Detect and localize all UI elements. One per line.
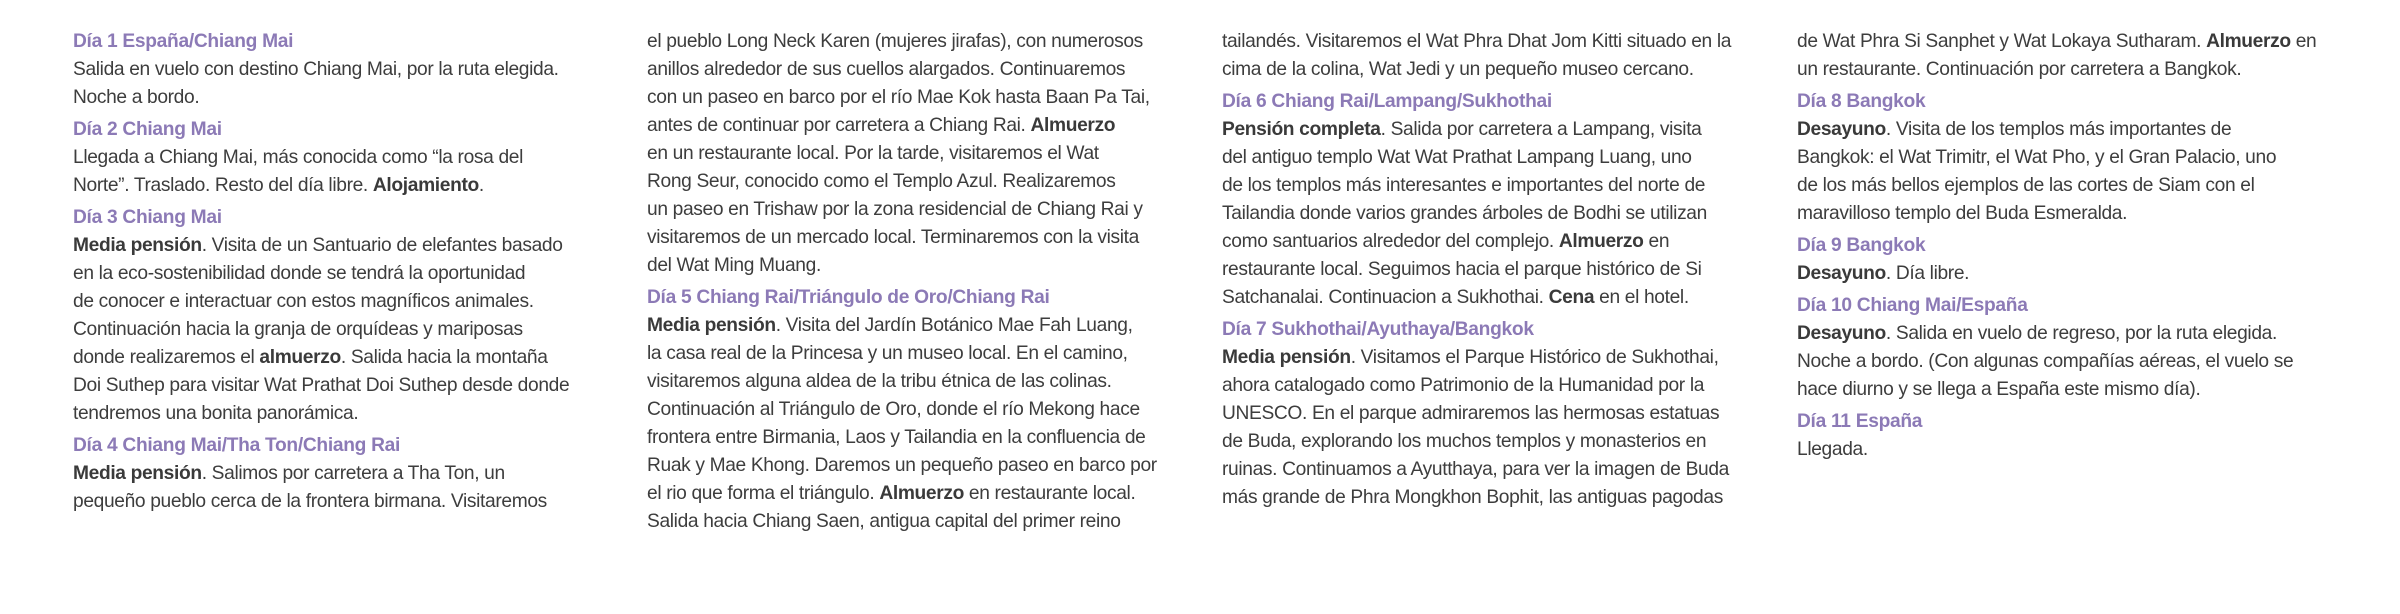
day-7-section [1222, 316, 1784, 512]
day-2-text-end: . [478, 175, 484, 196]
day-6-line [1222, 284, 1784, 312]
day-6-meal-bold: Pensión completa [1222, 119, 1381, 140]
day-5-continued [1222, 28, 1784, 84]
day-3-lunch-bold: almuerzo [259, 347, 341, 368]
day-5-line: Salida hacia Chiang Saen, antigua capital del primer reino [647, 511, 1121, 532]
day-4-text: antes de continuar por carretera a Chiang Rai. [647, 115, 1026, 136]
day-7-line: de Buda, explorando los muchos templos y monasterios en [1222, 431, 1707, 452]
day-6-line [1222, 116, 1784, 144]
day-5-title: Día 5 Chiang Rai/Triángulo de Oro/Chiang Rai [647, 287, 1050, 308]
day-3-text-end: . Salida hacia la montaña [340, 347, 548, 368]
day-8-text: . Visita de los templos más importantes de [1885, 119, 2232, 140]
day-4-section [73, 432, 635, 516]
day-7-line: ahora catalogado como Patrimonio de la Humanidad por la [1222, 375, 1705, 396]
day-6-lunch-bold: Almuerzo [1558, 231, 1644, 252]
day-8-line: de los más bellos ejemplos de las cortes de Siam con el [1797, 175, 2255, 196]
day-3-line: tendremos una bonita panorámica. [73, 403, 359, 424]
day-3-line: de conocer e interactuar con estos magníficos animales. [73, 291, 534, 312]
day-9-meal-bold: Desayuno [1797, 263, 1886, 284]
day-5-line [647, 480, 1209, 508]
day-4-line: pequeño pueblo cerca de la frontera birmana. Visitaremos [73, 491, 547, 512]
day-7-title: Día 7 Sukhothai/Ayuthaya/Bangkok [1222, 319, 1534, 340]
day-7-meal-bold: Media pensión [1222, 347, 1351, 368]
day-7-continued [1797, 28, 2359, 84]
day-3-section [73, 204, 635, 428]
day-11-title: Día 11 España [1797, 411, 1923, 432]
day-5-line: frontera entre Birmania, Laos y Tailandia en la confluencia de [647, 427, 1146, 448]
day-3-title: Día 3 Chiang Mai [73, 207, 222, 228]
day-6-line: restaurante local. Seguimos hacia el parque histórico de Si [1222, 259, 1702, 280]
day-8-title: Día 8 Bangkok [1797, 91, 1926, 112]
day-9-line [1797, 260, 2359, 288]
day-5-line: tailandés. Visitaremos el Wat Phra Dhat Jom Kitti situado en la [1222, 31, 1732, 52]
day-8-line [1797, 116, 2359, 144]
day-6-text-end: en el hotel. [1594, 287, 1689, 308]
day-4-line: con un paseo en barco por el río Mae Kok hasta Baan Pa Tai, [647, 87, 1150, 108]
day-2-title: Día 2 Chiang Mai [73, 119, 222, 140]
day-7-line [1222, 344, 1784, 372]
day-6-text: Satchanalai. Continuacion a Sukhothai. [1222, 287, 1544, 308]
day-3-line: Doi Suthep para visitar Wat Prathat Doi Suthep desde donde [73, 375, 570, 396]
day-1-title: Día 1 España/Chiang Mai [73, 31, 294, 52]
day-4-line: visitaremos de un mercado local. Terminaremos con la visita [647, 227, 1139, 248]
itinerary-column-2 [647, 28, 1209, 540]
day-5-line: visitaremos alguna aldea de la tribu étnica de las colinas. [647, 371, 1112, 392]
day-3-line [73, 232, 635, 260]
day-10-text: . Salida en vuelo de regreso, por la ruta elegida. [1885, 323, 2277, 344]
itinerary-column-3 [1222, 28, 1784, 516]
day-3-line: en la eco-sostenibilidad donde se tendrá la oportunidad [73, 263, 526, 284]
day-4-meal-bold: Media pensión [73, 463, 202, 484]
day-2-text: Norte”. Traslado. Resto del día libre. [73, 175, 368, 196]
day-10-meal-bold: Desayuno [1797, 323, 1886, 344]
day-8-section [1797, 88, 2359, 228]
day-3-text: . Visita de un Santuario de elefantes basado [201, 235, 563, 256]
day-7-line: UNESCO. En el parque admiraremos las hermosas estatuas [1222, 403, 1720, 424]
day-5-text: el rio que forma el triángulo. [647, 483, 875, 504]
day-9-section [1797, 232, 2359, 288]
day-4-line [647, 112, 1209, 140]
day-5-lunch-bold: Almuerzo [879, 483, 964, 504]
day-5-line: la casa real de la Princesa y un museo local. En el camino, [647, 343, 1128, 364]
day-4-title: Día 4 Chiang Mai/Tha Ton/Chiang Rai [73, 435, 401, 456]
day-5-text-end: en restaurante local. [963, 483, 1136, 504]
day-2-line [73, 172, 635, 200]
day-5-line: Continuación al Triángulo de Oro, donde el río Mekong hace [647, 399, 1140, 420]
day-4-line: Rong Seur, conocido como el Templo Azul. Realizaremos [647, 171, 1116, 192]
day-2-lodging-bold: Alojamiento [372, 175, 479, 196]
day-3-text: donde realizaremos el [73, 347, 255, 368]
day-7-text: . Visitamos el Parque Histórico de Sukhothai, [1350, 347, 1719, 368]
day-2-section [73, 116, 635, 200]
day-5-line: cima de la colina, Wat Jedi y un pequeño museo cercano. [1222, 59, 1694, 80]
day-7-line: más grande de Phra Mongkhon Bophit, las antiguas pagodas [1222, 487, 1723, 508]
day-7-line: ruinas. Continuamos a Ayutthaya, para ver la imagen de Buda [1222, 459, 1729, 480]
day-4-line [73, 460, 635, 488]
day-1-line: Salida en vuelo con destino Chiang Mai, por la ruta elegida. [73, 59, 559, 80]
day-7-line: un restaurante. Continuación por carretera a Bangkok. [1797, 59, 2242, 80]
day-7-lunch-bold: Almuerzo [2206, 31, 2291, 52]
day-7-text: de Wat Phra Si Sanphet y Wat Lokaya Sutharam. [1797, 31, 2202, 52]
day-3-line [73, 344, 635, 372]
day-10-line: Noche a bordo. (Con algunas compañías aéreas, el vuelo se [1797, 351, 2294, 372]
day-5-line [647, 312, 1209, 340]
day-4-line: del Wat Ming Muang. [647, 255, 821, 276]
day-4-text: . Salimos por carretera a Tha Ton, un [201, 463, 505, 484]
day-8-line: maravilloso templo del Buda Esmeralda. [1797, 203, 2128, 224]
day-6-line: del antiguo templo Wat Wat Prathat Lampang Luang, uno [1222, 147, 1692, 168]
day-8-line: Bangkok: el Wat Trimitr, el Wat Pho, y el Gran Palacio, uno [1797, 147, 2277, 168]
day-6-title: Día 6 Chiang Rai/Lampang/Sukhothai [1222, 91, 1552, 112]
day-2-line: Llegada a Chiang Mai, más conocida como “la rosa del [73, 147, 524, 168]
day-5-section [647, 284, 1209, 536]
day-7-line [1797, 28, 2359, 56]
day-10-section [1797, 292, 2359, 404]
itinerary-column-1 [73, 28, 635, 520]
day-6-line: de los templos más interesantes e importantes del norte de [1222, 175, 1706, 196]
day-6-line [1222, 228, 1784, 256]
day-5-text: . Visita del Jardín Botánico Mae Fah Luang, [775, 315, 1133, 336]
day-10-line: hace diurno y se llega a España este mismo día). [1797, 379, 2201, 400]
day-10-line [1797, 320, 2359, 348]
day-9-title: Día 9 Bangkok [1797, 235, 1926, 256]
day-5-meal-bold: Media pensión [647, 315, 776, 336]
day-6-text-end: en [1643, 231, 1670, 252]
day-4-line: un paseo en Trishaw por la zona residencial de Chiang Rai y [647, 199, 1143, 220]
day-4-line: anillos alrededor de sus cuellos alargados. Continuaremos [647, 59, 1126, 80]
day-4-line: el pueblo Long Neck Karen (mujeres jirafas), con numerosos [647, 31, 1143, 52]
day-11-section [1797, 408, 2359, 464]
day-6-text: como santuarios alrededor del complejo. [1222, 231, 1554, 252]
day-6-dinner-bold: Cena [1548, 287, 1595, 308]
day-10-title: Día 10 Chiang Mai/España [1797, 295, 2028, 316]
day-7-text-end: en [2290, 31, 2317, 52]
day-6-section [1222, 88, 1784, 312]
day-8-meal-bold: Desayuno [1797, 119, 1886, 140]
day-1-section [73, 28, 635, 112]
day-9-text: . Día libre. [1885, 263, 1970, 284]
day-6-text: . Salida por carretera a Lampang, visita [1380, 119, 1702, 140]
day-4-line: en un restaurante local. Por la tarde, visitaremos el Wat [647, 143, 1099, 164]
day-4-continued [647, 28, 1209, 280]
day-3-line: Continuación hacia la granja de orquídeas y mariposas [73, 319, 523, 340]
day-3-meal-bold: Media pensión [73, 235, 202, 256]
itinerary-column-4 [1797, 28, 2359, 468]
day-6-line: Tailandia donde varios grandes árboles de Bodhi se utilizan [1222, 203, 1707, 224]
day-1-line: Noche a bordo. [73, 87, 200, 108]
day-11-line: Llegada. [1797, 439, 1868, 460]
day-4-lunch-bold: Almuerzo [1030, 115, 1116, 136]
day-5-line: Ruak y Mae Khong. Daremos un pequeño paseo en barco por [647, 455, 1157, 476]
